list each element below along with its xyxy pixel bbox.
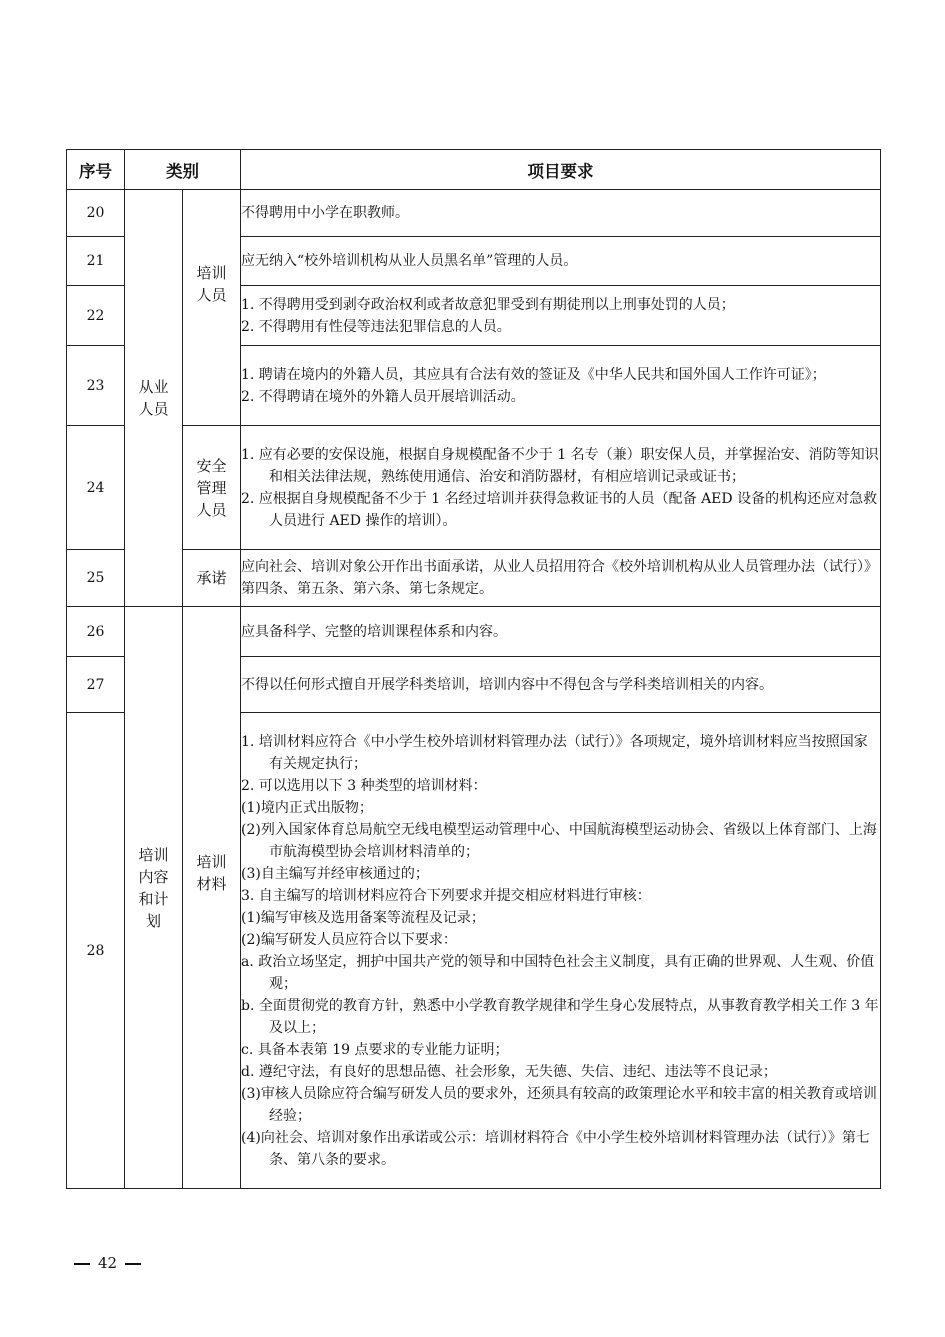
- requirement-line: (3)自主编写并经审核通过的；: [241, 865, 429, 882]
- requirement-line: (2)列入国家体育总局航空无线电模型运动管理中心、中国航海模型运动协会、省级以上体育部门、上海市航海模型协会培训材料清单的；: [241, 821, 877, 860]
- category-materials: [183, 607, 241, 1189]
- requirement-line: 1. 聘请在境内的外籍人员，其应具有合法有效的签证及《中华人民共和国外国人工作许可证》；: [241, 366, 826, 383]
- requirement-line: 不得聘用中小学在职教师。: [241, 205, 409, 221]
- page-number: [66, 1254, 149, 1272]
- table-row: [67, 426, 881, 550]
- page-number-text: 42: [98, 1254, 118, 1272]
- category-label: 安全管理人员: [196, 456, 227, 519]
- row-number: 28: [67, 713, 125, 1189]
- row-number: 22: [67, 286, 125, 346]
- dash-left: [74, 1263, 90, 1265]
- row-number: 21: [67, 237, 125, 286]
- table-row: [67, 550, 881, 607]
- row-requirement: [241, 426, 881, 550]
- requirement-line: b. 全面贯彻党的教育方针，熟悉中小学教育教学规律和学生身心发展特点，从事教育教学相关工作 3 年及以上；: [241, 997, 879, 1036]
- row-number: 26: [67, 607, 125, 657]
- row-requirement: [241, 657, 881, 713]
- row-requirement: [241, 713, 881, 1189]
- category-commitment: 承诺: [183, 550, 241, 607]
- requirement-line: 2. 可以选用以下 3 种类型的培训材料：: [241, 777, 487, 794]
- requirement-line: 2. 应根据自身规模配备不少于 1 名经过培训并获得急救证书的人员（配备 AED 设备的机构还应对急救人员进行 AED 操作的培训）。: [241, 490, 878, 529]
- category-security-staff: [183, 426, 241, 550]
- requirement-line: a. 政治立场坚定，拥护中国共产党的领导和中国特色社会主义制度，具有正确的世界观、人生观、价值观；: [241, 953, 875, 992]
- row-requirement: [241, 286, 881, 346]
- requirement-line: 1. 培训材料应符合《中小学生校外培训材料管理办法（试行）》各项规定，境外培训材料应当按照国家有关规定执行；: [241, 733, 868, 772]
- table-header-row: [67, 150, 881, 190]
- header-requirement: 项目要求: [241, 150, 881, 190]
- category-label: 培训材料: [196, 852, 227, 893]
- category-label: 培训人员: [196, 263, 227, 304]
- dash-right: [125, 1263, 141, 1265]
- requirement-line: (1)境内正式出版物；: [241, 799, 373, 816]
- row-requirement: [241, 190, 881, 237]
- category-label: 从业人员: [138, 378, 169, 418]
- requirements-table: [66, 149, 881, 1189]
- category-content-plan: [125, 607, 183, 1189]
- requirement-line: 2. 不得聘用有性侵等违法犯罪信息的人员。: [241, 318, 511, 335]
- requirement-line: 应向社会、培训对象公开作出书面承诺，从业人员招用符合《校外培训机构从业人员管理办法（试行）》第四条、第五条、第六条、第七条规定。: [241, 559, 878, 597]
- row-number: 20: [67, 190, 125, 237]
- requirement-line: 应具备科学、完整的培训课程体系和内容。: [241, 623, 507, 640]
- requirement-line: 2. 不得聘请在境外的外籍人员开展培训活动。: [241, 388, 525, 405]
- row-requirement: [241, 550, 881, 607]
- row-requirement: [241, 346, 881, 426]
- requirement-line: c. 具备本表第 19 点要求的专业能力证明；: [241, 1041, 509, 1058]
- requirement-line: 1. 应有必要的安保设施，根据自身规模配备不少于 1 名专（兼）职安保人员，并掌握治安、消防等知识和相关法律法规，熟练使用通信、治安和消防器材，有相应培训记录或证书；: [241, 446, 879, 485]
- header-category: 类别: [125, 150, 241, 190]
- row-number: 27: [67, 657, 125, 713]
- category-training-staff: [183, 190, 241, 426]
- row-number: 24: [67, 426, 125, 550]
- row-number: 25: [67, 550, 125, 607]
- header-num: 序号: [67, 150, 125, 190]
- table-row: [67, 607, 881, 657]
- category-staff: [125, 190, 183, 607]
- requirement-line: (2)编写研发人员应符合以下要求：: [241, 931, 457, 948]
- requirement-line: (3)审核人员除应符合编写研发人员的要求外，还须具有较高的政策理论水平和较丰富的相关教育或培训经验；: [241, 1085, 877, 1124]
- requirement-line: 应无纳入“校外培训机构从业人员黑名单”管理的人员。: [241, 253, 578, 269]
- requirement-line: 1. 不得聘用受到剥夺政治权利或者故意犯罪受到有期徒刑以上刑事处罚的人员；: [241, 296, 735, 313]
- table-row: [67, 190, 881, 237]
- category-label: 培训内容和计划: [138, 845, 169, 930]
- requirement-line: d. 遵纪守法，有良好的思想品德、社会形象，无失德、失信、违纪、违法等不良记录；: [241, 1063, 777, 1080]
- row-number: 23: [67, 346, 125, 426]
- requirement-line: (1)编写审核及选用备案等流程及记录；: [241, 909, 485, 926]
- row-requirement: [241, 237, 881, 286]
- requirement-line: 不得以任何形式擅自开展学科类培训，培训内容中不得包含与学科类培训相关的内容。: [241, 676, 773, 693]
- row-requirement: [241, 607, 881, 657]
- requirement-line: (4)向社会、培训对象作出承诺或公示：培训材料符合《中小学生校外培训材料管理办法（试行）》第七条、第八条的要求。: [241, 1129, 870, 1168]
- requirement-line: 3. 自主编写的培训材料应符合下列要求并提交相应材料进行审核：: [241, 887, 651, 904]
